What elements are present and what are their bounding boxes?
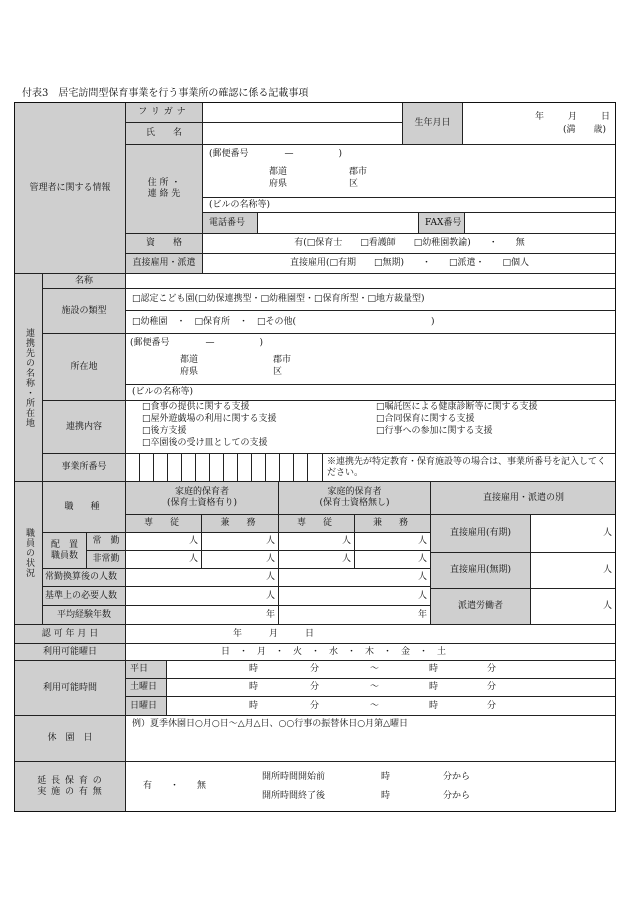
unit: 人 — [265, 536, 275, 546]
extended-care-umu[interactable]: 有 ・ 無 — [143, 781, 207, 791]
manager-section-label: 管理者に関する情報 — [15, 103, 126, 274]
q-part-time-header: 兼 務 — [202, 515, 279, 533]
office-number-digit-3[interactable] — [154, 454, 168, 482]
birth-day-unit: 日 — [601, 112, 611, 122]
minute-unit: 分 — [487, 701, 497, 711]
office-number-digit-7[interactable] — [210, 454, 224, 482]
u-part-time-header: 兼 務 — [355, 515, 431, 533]
qualification-options[interactable]: 有(□保育士 □看護師 □幼稚園教諭) ・ 無 — [203, 234, 616, 254]
prefecture-to: 都道 — [269, 167, 288, 177]
minute-unit: 分 — [310, 701, 320, 711]
direct-fixed-unit: 人 — [602, 528, 612, 538]
partner-building-field[interactable]: (ビルの名称等) — [126, 385, 616, 401]
direct-fixed-count[interactable] — [531, 515, 616, 553]
col-unqualified-header: 家庭的保育者 (保育士資格無し) — [279, 482, 431, 515]
q-converted-count[interactable] — [126, 569, 279, 587]
avg-experience-label: 平均経験年数 — [43, 606, 126, 625]
content-item-playground[interactable]: □屋外遊戯場の利用に関する支援 — [142, 414, 277, 424]
converted-count-label: 常勤換算後の人数 — [43, 569, 126, 587]
q-kenmu-jokin[interactable] — [202, 533, 279, 551]
q-avg-experience[interactable] — [126, 606, 279, 625]
office-number-digit-2[interactable] — [140, 454, 154, 482]
office-number-digit-1[interactable] — [126, 454, 140, 482]
content-item-after-graduation[interactable]: □卒園後の受け皿としての支援 — [142, 438, 268, 448]
office-number-digit-13[interactable] — [294, 454, 308, 482]
unit: 人 — [341, 536, 351, 546]
direct-fixed-label: 直接雇用(有期) — [431, 515, 531, 553]
hour-unit: 時 — [429, 664, 439, 674]
qualification-label: 資 格 — [126, 234, 203, 254]
u-kenmu-hijokin[interactable] — [355, 551, 431, 569]
holiday-example: 例）夏季休園日○月○日～△月△日、○○行事の振替休日○月第△曜日 — [132, 719, 409, 729]
u-full-time-header: 専 従 — [279, 515, 355, 533]
after-closing-label: 開所時間終了後 — [262, 791, 326, 801]
approval-date-field[interactable] — [126, 625, 616, 644]
unit: 人 — [188, 554, 198, 564]
partner-section-label — [15, 274, 43, 482]
partner-prefecture-fu: 府県 — [180, 367, 199, 377]
facility-type-options-2[interactable]: □幼稚園 ・ □保育所 ・ □その他( ) — [126, 311, 616, 334]
u-converted-count[interactable] — [279, 569, 431, 587]
u-senju-jokin[interactable] — [279, 533, 355, 551]
u-avg-experience[interactable] — [279, 606, 431, 625]
tilde: ～ — [370, 664, 380, 674]
partner-location-field[interactable] — [126, 334, 616, 385]
office-number-digit-4[interactable] — [168, 454, 182, 482]
dispatched-label: 派遣労働者 — [431, 589, 531, 625]
hour-unit: 時 — [249, 664, 259, 674]
after-hour-unit: 時 — [381, 791, 391, 801]
facility-type-options-1[interactable]: □認定こども園(□幼保連携型・□幼稚園型・□保育所型・□地方裁量型) — [126, 289, 616, 311]
dispatched-count[interactable] — [531, 589, 616, 625]
form-caption: 付表3 居宅訪問型保育事業を行う事業所の確認に係る記載事項 — [22, 88, 309, 99]
q-kenmu-hijokin[interactable] — [202, 551, 279, 569]
employment-type-label: 直接雇用・派遣 — [126, 254, 203, 274]
direct-indefinite-count[interactable] — [531, 553, 616, 589]
minute-unit: 分 — [310, 664, 320, 674]
holiday-field[interactable] — [126, 716, 616, 762]
office-number-digit-10[interactable] — [252, 454, 266, 482]
tilde: ～ — [370, 701, 380, 711]
unit: 人 — [188, 536, 198, 546]
unit: 人 — [265, 554, 275, 564]
col-employment-header: 直接雇用・派遣の別 — [431, 482, 616, 515]
staff-section-label — [15, 482, 43, 625]
full-time-row-label: 常 勤 — [87, 533, 126, 551]
office-number-digit-14[interactable] — [308, 454, 323, 482]
extended-care-field[interactable] — [126, 762, 616, 812]
col-qualified-header: 家庭的保育者 (保育士資格有り) — [126, 482, 279, 515]
minute-unit: 分 — [487, 664, 497, 674]
unit: 人 — [341, 554, 351, 564]
ward: 区 — [349, 179, 359, 189]
cooperation-content-options[interactable] — [126, 401, 616, 454]
available-days-options[interactable] — [126, 644, 616, 661]
birthday-label: 生年月日 — [403, 103, 463, 145]
fax-field[interactable] — [465, 213, 616, 234]
address-label: 住 所 ・ 連 絡 先 — [126, 145, 203, 234]
tel-field[interactable] — [258, 213, 419, 234]
sunday-hours-label: 日曜日 — [126, 697, 167, 716]
part-time-row-label: 非常勤 — [87, 551, 126, 569]
unit: 人 — [265, 572, 275, 582]
weekday-hours-label: 平日 — [126, 661, 167, 679]
assigned-staff-label: 配 置 職員数 — [43, 533, 87, 569]
q-senju-hijokin[interactable] — [126, 551, 202, 569]
saturday-hours-label: 土曜日 — [126, 679, 167, 697]
partner-ward: 区 — [273, 367, 283, 377]
holiday-label: 休 園 日 — [15, 716, 126, 762]
direct-indefinite-label: 直接雇用(無期) — [431, 553, 531, 589]
office-number-digit-5[interactable] — [182, 454, 196, 482]
office-number-note: ※連携先が特定教育・保育施設等の場合は、事業所番号を記入してください。 — [323, 454, 616, 482]
postal-code: (郵便番号 — ) — [209, 149, 343, 159]
office-number-digit-9[interactable] — [238, 454, 252, 482]
office-number-digit-11[interactable] — [266, 454, 280, 482]
hour-unit: 時 — [249, 682, 259, 692]
confirmation-form — [14, 102, 616, 812]
partner-name-field[interactable] — [126, 274, 616, 289]
before-hour-unit: 時 — [381, 772, 391, 782]
partner-location-label: 所在地 — [43, 334, 126, 401]
unit: 人 — [417, 554, 427, 564]
employment-type-options[interactable]: 直接雇用(□有期 □無期) ・ □派遣・ □個人 — [203, 254, 616, 274]
name-field[interactable] — [203, 123, 403, 145]
cooperation-content-label: 連携内容 — [43, 401, 126, 454]
content-item-meal[interactable]: □食事の提供に関する支援 — [142, 402, 250, 412]
content-item-backup[interactable]: □後方支援 — [142, 426, 187, 436]
content-item-health-check[interactable]: □嘱託医による健康診断等に関する支援 — [376, 402, 538, 412]
birth-month-unit: 月 — [568, 112, 578, 122]
saturday-hours-field[interactable] — [167, 679, 616, 697]
office-number-digit-8[interactable] — [224, 454, 238, 482]
facility-type-label: 施設の類型 — [43, 289, 126, 334]
office-number-digit-6[interactable] — [196, 454, 210, 482]
after-from: 分から — [443, 791, 471, 801]
extended-care-label: 延 長 保 育 の 実 施 の 有 無 — [15, 762, 126, 812]
unit: 人 — [417, 591, 427, 601]
unit: 人 — [265, 591, 275, 601]
hour-unit: 時 — [249, 701, 259, 711]
approval-date-label: 認 可 年 月 日 — [15, 625, 126, 644]
tilde: ～ — [370, 682, 380, 692]
u-senju-hijokin[interactable] — [279, 551, 355, 569]
tel-label: 電話番号 — [203, 213, 258, 234]
u-required-count[interactable] — [279, 587, 431, 606]
partner-name-label: 名称 — [43, 274, 126, 289]
partner-postal-code: (郵便番号 — ) — [130, 338, 264, 348]
required-count-label: 基準上の必要人数 — [43, 587, 126, 606]
prefecture-fu: 府県 — [269, 179, 288, 189]
q-senju-jokin[interactable] — [126, 533, 202, 551]
partner-prefecture-to: 都道 — [180, 355, 199, 365]
content-item-joint-care[interactable]: □合同保育に関する支援 — [376, 414, 475, 424]
approval-date-units: 年 月 日 — [233, 629, 315, 639]
hour-unit: 時 — [429, 701, 439, 711]
available-days-label: 利用可能曜日 — [15, 644, 126, 661]
before-from: 分から — [443, 772, 471, 782]
name-label: 氏 名 — [126, 123, 203, 145]
sunday-hours-field[interactable] — [167, 697, 616, 716]
address-field[interactable] — [203, 145, 616, 198]
content-item-events[interactable]: □行事への参加に関する支援 — [376, 426, 493, 436]
furigana-field[interactable] — [203, 103, 403, 123]
available-hours-label: 利用可能時間 — [15, 661, 126, 716]
hour-unit: 時 — [429, 682, 439, 692]
partner-city-gun: 郡市 — [273, 355, 292, 365]
unit: 人 — [417, 536, 427, 546]
u-kenmu-jokin[interactable] — [355, 533, 431, 551]
minute-unit: 分 — [487, 682, 497, 692]
q-full-time-header: 専 従 — [126, 515, 202, 533]
minute-unit: 分 — [310, 682, 320, 692]
office-number-label: 事業所番号 — [43, 454, 126, 482]
unit: 年 — [417, 610, 427, 620]
weekday-list: 日 ・ 月 ・ 火 ・ 水 ・ 木 ・ 金 ・ 土 — [221, 647, 447, 657]
q-required-count[interactable] — [126, 587, 279, 606]
city-gun: 郡市 — [349, 167, 368, 177]
weekday-hours-field[interactable] — [167, 661, 616, 679]
unit: 人 — [417, 572, 427, 582]
birth-year-unit: 年 — [535, 112, 545, 122]
unit: 年 — [265, 610, 275, 620]
before-opening-label: 開所時間開始前 — [262, 772, 326, 782]
office-number-digit-12[interactable] — [280, 454, 294, 482]
furigana-label: フリガナ — [126, 103, 203, 123]
birthday-field[interactable] — [463, 103, 616, 145]
direct-indefinite-unit: 人 — [602, 565, 612, 575]
job-type-label: 職 種 — [43, 482, 126, 533]
fax-label: FAX番号 — [419, 213, 465, 234]
dispatched-unit: 人 — [602, 601, 612, 611]
building-name-field[interactable]: (ビルの名称等) — [203, 198, 616, 213]
staff-section-text: 職員の状況 — [24, 528, 34, 578]
partner-section-text: 連携先の名称・所在地 — [24, 327, 34, 428]
birth-age: (満 歳) — [563, 125, 607, 135]
